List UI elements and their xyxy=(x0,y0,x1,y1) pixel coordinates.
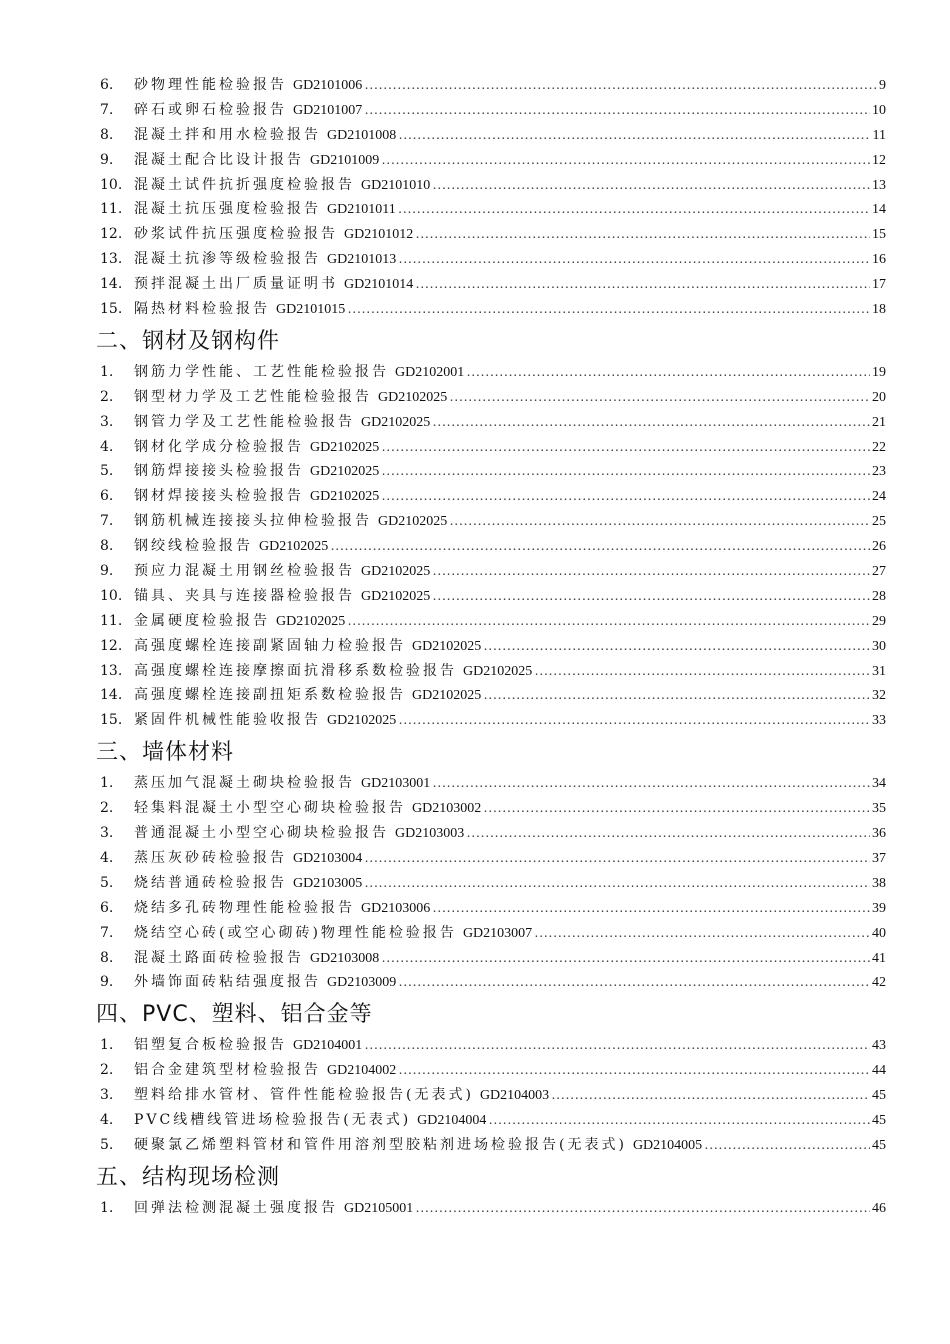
entry-code: GD2104001 xyxy=(293,1038,363,1054)
entry-number: 3. xyxy=(100,413,114,430)
toc-entry[interactable] xyxy=(96,1134,886,1159)
toc-entry[interactable] xyxy=(96,510,886,535)
toc-page xyxy=(96,74,886,1222)
entry-number: 9. xyxy=(100,563,114,580)
toc-entry[interactable] xyxy=(96,635,886,660)
entry-code: GD2105001 xyxy=(344,1200,414,1216)
entry-title: 铝塑复合板检验报告 xyxy=(134,1037,287,1054)
toc-entry[interactable] xyxy=(96,772,886,797)
entry-title: 紧固件机械性能验收报告 xyxy=(134,712,321,729)
dot-leader xyxy=(364,851,870,867)
toc-entry[interactable] xyxy=(96,897,886,922)
entry-page-number: 19 xyxy=(872,364,886,380)
entry-number: 5. xyxy=(100,1136,114,1153)
entry-page-number: 14 xyxy=(872,202,886,218)
dot-leader xyxy=(364,876,870,892)
entry-page-number: 30 xyxy=(872,638,886,654)
entry-title: 钢型材力学及工艺性能检验报告 xyxy=(134,388,372,405)
dot-leader xyxy=(483,801,870,817)
entry-code: GD2102001 xyxy=(395,364,465,380)
entry-page-number: 39 xyxy=(872,900,886,916)
entry-number: 1. xyxy=(100,775,114,792)
entry-number: 4. xyxy=(100,849,114,866)
toc-entry[interactable] xyxy=(96,1034,886,1059)
entry-code: GD2104002 xyxy=(327,1063,397,1079)
entry-title: 烧结普通砖检验报告 xyxy=(134,874,287,891)
entry-number: 12. xyxy=(100,226,123,243)
entry-page-number: 23 xyxy=(872,464,886,480)
entry-code: GD2101012 xyxy=(344,227,414,243)
entry-page-number: 35 xyxy=(872,801,886,817)
dot-leader xyxy=(398,975,870,991)
entry-title: 外墙饰面砖粘结强度报告 xyxy=(134,974,321,991)
dot-leader xyxy=(704,1138,870,1154)
dot-leader xyxy=(466,826,870,842)
entry-number: 2. xyxy=(100,1062,114,1079)
entry-title: 钢筋机械连接接头拉伸检验报告 xyxy=(134,513,372,530)
entry-title: 烧结空心砖(或空心砌砖)物理性能检验报告 xyxy=(134,924,457,941)
entry-page-number: 17 xyxy=(872,277,886,293)
toc-entry[interactable] xyxy=(96,248,886,273)
entry-title: 铝合金建筑型材检验报告 xyxy=(134,1062,321,1079)
toc-entry[interactable] xyxy=(96,872,886,897)
entry-title: 金属硬度检验报告 xyxy=(134,612,270,629)
entry-code: GD2102025 xyxy=(310,489,380,505)
toc-entry[interactable] xyxy=(96,1084,886,1109)
entry-number: 2. xyxy=(100,388,114,405)
entry-number: 9. xyxy=(100,151,114,168)
entry-number: 3. xyxy=(100,1087,114,1104)
entry-number: 6. xyxy=(100,899,114,916)
entry-page-number: 44 xyxy=(872,1063,886,1079)
entry-title: 普通混凝土小型空心砌块检验报告 xyxy=(134,825,389,842)
entry-page-number: 13 xyxy=(872,177,886,193)
entry-title: 混凝土抗渗等级检验报告 xyxy=(134,251,321,268)
dot-leader xyxy=(415,1201,870,1217)
section-heading: 三、墙体材料 xyxy=(96,740,235,766)
entry-page-number: 26 xyxy=(872,539,886,555)
entry-title: 蒸压灰砂砖检验报告 xyxy=(134,849,287,866)
dot-leader xyxy=(534,664,870,680)
section-heading: 四、PVC、塑料、铝合金等 xyxy=(96,1002,373,1028)
entry-page-number: 22 xyxy=(872,439,886,455)
entry-code: GD2101006 xyxy=(293,78,363,93)
dot-leader xyxy=(415,227,870,243)
entry-number: 7. xyxy=(100,513,114,530)
entry-title: 钢材化学成分检验报告 xyxy=(134,438,304,455)
toc-entry[interactable] xyxy=(96,1109,886,1134)
dot-leader xyxy=(398,1063,870,1079)
entry-code: GD2103004 xyxy=(293,850,363,866)
entry-number: 8. xyxy=(100,126,114,143)
entry-number: 2. xyxy=(100,800,114,817)
entry-page-number: 33 xyxy=(872,713,886,729)
toc-entry[interactable] xyxy=(96,460,886,485)
entry-title: 混凝土拌和用水检验报告 xyxy=(134,126,321,143)
entry-title: 钢筋力学性能、工艺性能检验报告 xyxy=(134,363,389,380)
toc-entry[interactable] xyxy=(96,411,886,436)
dot-leader xyxy=(381,440,870,456)
dot-leader xyxy=(364,78,877,94)
entry-title: 混凝土路面砖检验报告 xyxy=(134,949,304,966)
dot-leader xyxy=(381,951,870,967)
toc-entry[interactable] xyxy=(96,74,886,99)
toc-entry[interactable] xyxy=(96,298,886,323)
entry-number: 1. xyxy=(100,363,114,380)
entry-code: GD2102025 xyxy=(259,539,329,555)
entry-title: 回弹法检测混凝土强度报告 xyxy=(134,1199,338,1216)
entry-code: GD2103007 xyxy=(462,925,533,941)
entry-title: 钢材焊接接头检验报告 xyxy=(134,488,304,505)
entry-number: 15. xyxy=(100,301,123,318)
entry-code: GD2102025 xyxy=(310,464,380,480)
entry-page-number: 18 xyxy=(872,302,886,318)
entry-number: 9. xyxy=(100,974,114,991)
entry-code: GD2102025 xyxy=(378,514,448,530)
toc-entry[interactable] xyxy=(96,485,886,510)
entry-code: GD2103001 xyxy=(361,776,431,792)
entry-page-number: 42 xyxy=(872,975,886,991)
entry-page-number: 24 xyxy=(872,489,886,505)
toc-entry[interactable] xyxy=(96,922,886,947)
entry-code: GD2102025 xyxy=(276,613,346,629)
entry-number: 10. xyxy=(100,587,123,604)
toc-entry[interactable] xyxy=(96,660,886,685)
entry-number: 6. xyxy=(100,77,114,93)
dot-leader xyxy=(432,901,870,917)
entry-number: 1. xyxy=(100,1037,114,1054)
entry-title: PVC线槽线管进场检验报告(无表式) xyxy=(134,1111,412,1128)
entry-number: 13. xyxy=(100,251,123,268)
dot-leader xyxy=(347,614,870,630)
entry-page-number: 45 xyxy=(872,1112,886,1128)
entry-code: GD2101009 xyxy=(310,152,380,168)
entry-number: 7. xyxy=(100,101,114,118)
entry-code: GD2101010 xyxy=(361,177,431,193)
dot-leader xyxy=(551,1088,870,1104)
dot-leader xyxy=(381,464,870,480)
entry-title: 砂浆试件抗压强度检验报告 xyxy=(134,226,338,243)
entry-title: 硬聚氯乙烯塑料管材和管件用溶剂型胶粘剂进场检验报告(无表式) xyxy=(134,1136,627,1153)
entry-title: 高强度螺栓连接摩擦面抗滑移系数检验报告 xyxy=(134,662,457,679)
entry-title: 烧结多孔砖物理性能检验报告 xyxy=(134,899,355,916)
toc-entry[interactable] xyxy=(96,386,886,411)
dot-leader xyxy=(330,539,870,555)
entry-page-number: 32 xyxy=(872,688,886,704)
entry-page-number: 41 xyxy=(872,950,886,966)
dot-leader xyxy=(364,103,870,119)
entry-code: GD2103005 xyxy=(293,875,363,891)
entry-code: GD2101011 xyxy=(327,202,396,218)
entry-number: 4. xyxy=(100,1111,114,1128)
dot-leader xyxy=(488,1113,870,1129)
entry-title: 混凝土配合比设计报告 xyxy=(134,151,304,168)
entry-title: 预应力混凝土用钢丝检验报告 xyxy=(134,563,355,580)
dot-leader xyxy=(483,688,870,704)
entry-page-number: 16 xyxy=(872,252,886,268)
entry-code: GD2103008 xyxy=(310,950,380,966)
dot-leader xyxy=(432,415,870,431)
entry-number: 10. xyxy=(100,176,123,193)
toc-entry[interactable] xyxy=(96,1197,886,1222)
entry-number: 1. xyxy=(100,1199,114,1216)
entry-code: GD2103002 xyxy=(412,801,482,817)
toc-entry[interactable] xyxy=(96,198,886,223)
dot-leader xyxy=(398,713,870,729)
entry-number: 14. xyxy=(100,276,123,293)
toc-entry[interactable] xyxy=(96,610,886,635)
dot-leader xyxy=(398,128,870,144)
entry-code: GD2101015 xyxy=(276,302,346,318)
entry-page-number: 15 xyxy=(872,227,886,243)
toc-entry[interactable] xyxy=(96,99,886,124)
entry-code: GD2102025 xyxy=(378,389,448,405)
entry-page-number: 37 xyxy=(872,850,886,866)
entry-number: 5. xyxy=(100,874,114,891)
entry-number: 13. xyxy=(100,662,123,679)
toc-entry[interactable] xyxy=(96,361,886,386)
entry-code: GD2102025 xyxy=(310,439,380,455)
entry-title: 轻集料混凝土小型空心砌块检验报告 xyxy=(134,800,406,817)
entry-number: 3. xyxy=(100,825,114,842)
entry-title: 钢管力学及工艺性能检验报告 xyxy=(134,413,355,430)
entry-title: 高强度螺栓连接副紧固轴力检验报告 xyxy=(134,637,406,654)
entry-code: GD2101014 xyxy=(344,277,414,293)
entry-page-number: 43 xyxy=(872,1038,886,1054)
entry-code: GD2102025 xyxy=(412,638,482,654)
entry-code: GD2101007 xyxy=(293,102,363,118)
entry-page-number: 12 xyxy=(872,152,886,168)
dot-leader xyxy=(432,589,870,605)
toc-entry[interactable] xyxy=(96,797,886,822)
toc-entry[interactable] xyxy=(96,436,886,461)
entry-page-number: 27 xyxy=(872,564,886,580)
entry-code: GD2102025 xyxy=(361,414,431,430)
entry-code: GD2103003 xyxy=(395,826,465,842)
toc-entry[interactable] xyxy=(96,149,886,174)
entry-code: GD2104003 xyxy=(479,1088,550,1104)
entry-number: 11. xyxy=(100,612,123,629)
entry-number: 15. xyxy=(100,712,123,729)
entry-code: GD2103009 xyxy=(327,975,397,991)
entry-page-number: 38 xyxy=(872,875,886,891)
entry-page-number: 46 xyxy=(872,1200,886,1216)
entry-page-number: 28 xyxy=(872,588,886,604)
entry-title: 混凝土试件抗折强度检验报告 xyxy=(134,176,355,193)
entry-code: GD2102025 xyxy=(361,564,431,580)
entry-page-number: 31 xyxy=(872,663,886,679)
dot-leader xyxy=(534,926,870,942)
dot-leader xyxy=(449,514,870,530)
section-heading: 二、钢材及钢构件 xyxy=(96,328,281,354)
entry-title: 砂物理性能检验报告 xyxy=(134,77,287,93)
entry-title: 预拌混凝土出厂质量证明书 xyxy=(134,276,338,293)
dot-leader xyxy=(398,202,870,218)
dot-leader xyxy=(398,252,870,268)
entry-title: 混凝土抗压强度检验报告 xyxy=(134,201,321,218)
entry-page-number: 40 xyxy=(872,925,886,941)
entry-number: 4. xyxy=(100,438,114,455)
entry-page-number: 21 xyxy=(872,414,886,430)
entry-code: GD2102025 xyxy=(327,713,397,729)
dot-leader xyxy=(381,153,870,169)
entry-page-number: 29 xyxy=(872,613,886,629)
entry-page-number: 11 xyxy=(872,127,886,143)
dot-leader xyxy=(432,564,870,580)
toc-entry[interactable] xyxy=(96,124,886,149)
entry-title: 钢筋焊接接头检验报告 xyxy=(134,463,304,480)
toc-entry[interactable] xyxy=(96,585,886,610)
entry-code: GD2102025 xyxy=(361,588,431,604)
entry-number: 12. xyxy=(100,637,123,654)
dot-leader xyxy=(432,178,870,194)
entry-number: 11. xyxy=(100,201,123,218)
entry-page-number: 36 xyxy=(872,826,886,842)
entry-page-number: 25 xyxy=(872,514,886,530)
toc-entry[interactable] xyxy=(96,273,886,298)
entry-number: 6. xyxy=(100,488,114,505)
toc-entry[interactable] xyxy=(96,847,886,872)
section-heading: 五、结构现场检测 xyxy=(96,1164,281,1190)
dot-leader xyxy=(415,277,870,293)
entry-title: 隔热材料检验报告 xyxy=(134,301,270,318)
entry-code: GD2103006 xyxy=(361,900,431,916)
entry-page-number: 20 xyxy=(872,389,886,405)
dot-leader xyxy=(432,776,870,792)
dot-leader xyxy=(364,1038,870,1054)
entry-number: 14. xyxy=(100,687,123,704)
toc-entry[interactable] xyxy=(96,822,886,847)
entry-code: GD2101013 xyxy=(327,252,397,268)
toc-entry[interactable] xyxy=(96,1059,886,1084)
toc-entry[interactable] xyxy=(96,971,886,996)
toc-entry[interactable] xyxy=(96,223,886,248)
entry-page-number: 9 xyxy=(879,78,886,93)
entry-code: GD2102025 xyxy=(463,663,533,679)
dot-leader xyxy=(466,365,870,381)
dot-leader xyxy=(347,302,870,318)
toc-entry[interactable] xyxy=(96,174,886,199)
entry-title: 钢绞线检验报告 xyxy=(134,538,253,555)
entry-title: 锚具、夹具与连接器检验报告 xyxy=(134,587,355,604)
entry-page-number: 45 xyxy=(872,1088,886,1104)
entry-title: 碎石或卵石检验报告 xyxy=(134,101,287,118)
toc-entry[interactable] xyxy=(96,560,886,585)
toc-entry[interactable] xyxy=(96,709,886,734)
entry-code: GD2101008 xyxy=(327,127,397,143)
toc-entry[interactable] xyxy=(96,947,886,972)
entry-number: 5. xyxy=(100,463,114,480)
entry-code: GD2104004 xyxy=(417,1112,487,1128)
entry-page-number: 45 xyxy=(872,1137,886,1153)
dot-leader xyxy=(449,390,870,406)
entry-number: 8. xyxy=(100,538,114,555)
dot-leader xyxy=(483,639,870,655)
toc-entry[interactable] xyxy=(96,684,886,709)
dot-leader xyxy=(381,489,870,505)
entry-number: 7. xyxy=(100,924,114,941)
entry-title: 高强度螺栓连接副扭矩系数检验报告 xyxy=(134,687,406,704)
entry-number: 8. xyxy=(100,949,114,966)
entry-title: 蒸压加气混凝土砌块检验报告 xyxy=(134,775,355,792)
entry-code: GD2102025 xyxy=(412,688,482,704)
entry-page-number: 10 xyxy=(872,102,886,118)
toc-entry[interactable] xyxy=(96,535,886,560)
entry-page-number: 34 xyxy=(872,776,886,792)
entry-title: 塑料给排水管材、管件性能检验报告(无表式) xyxy=(134,1087,474,1104)
entry-code: GD2104005 xyxy=(632,1137,703,1153)
